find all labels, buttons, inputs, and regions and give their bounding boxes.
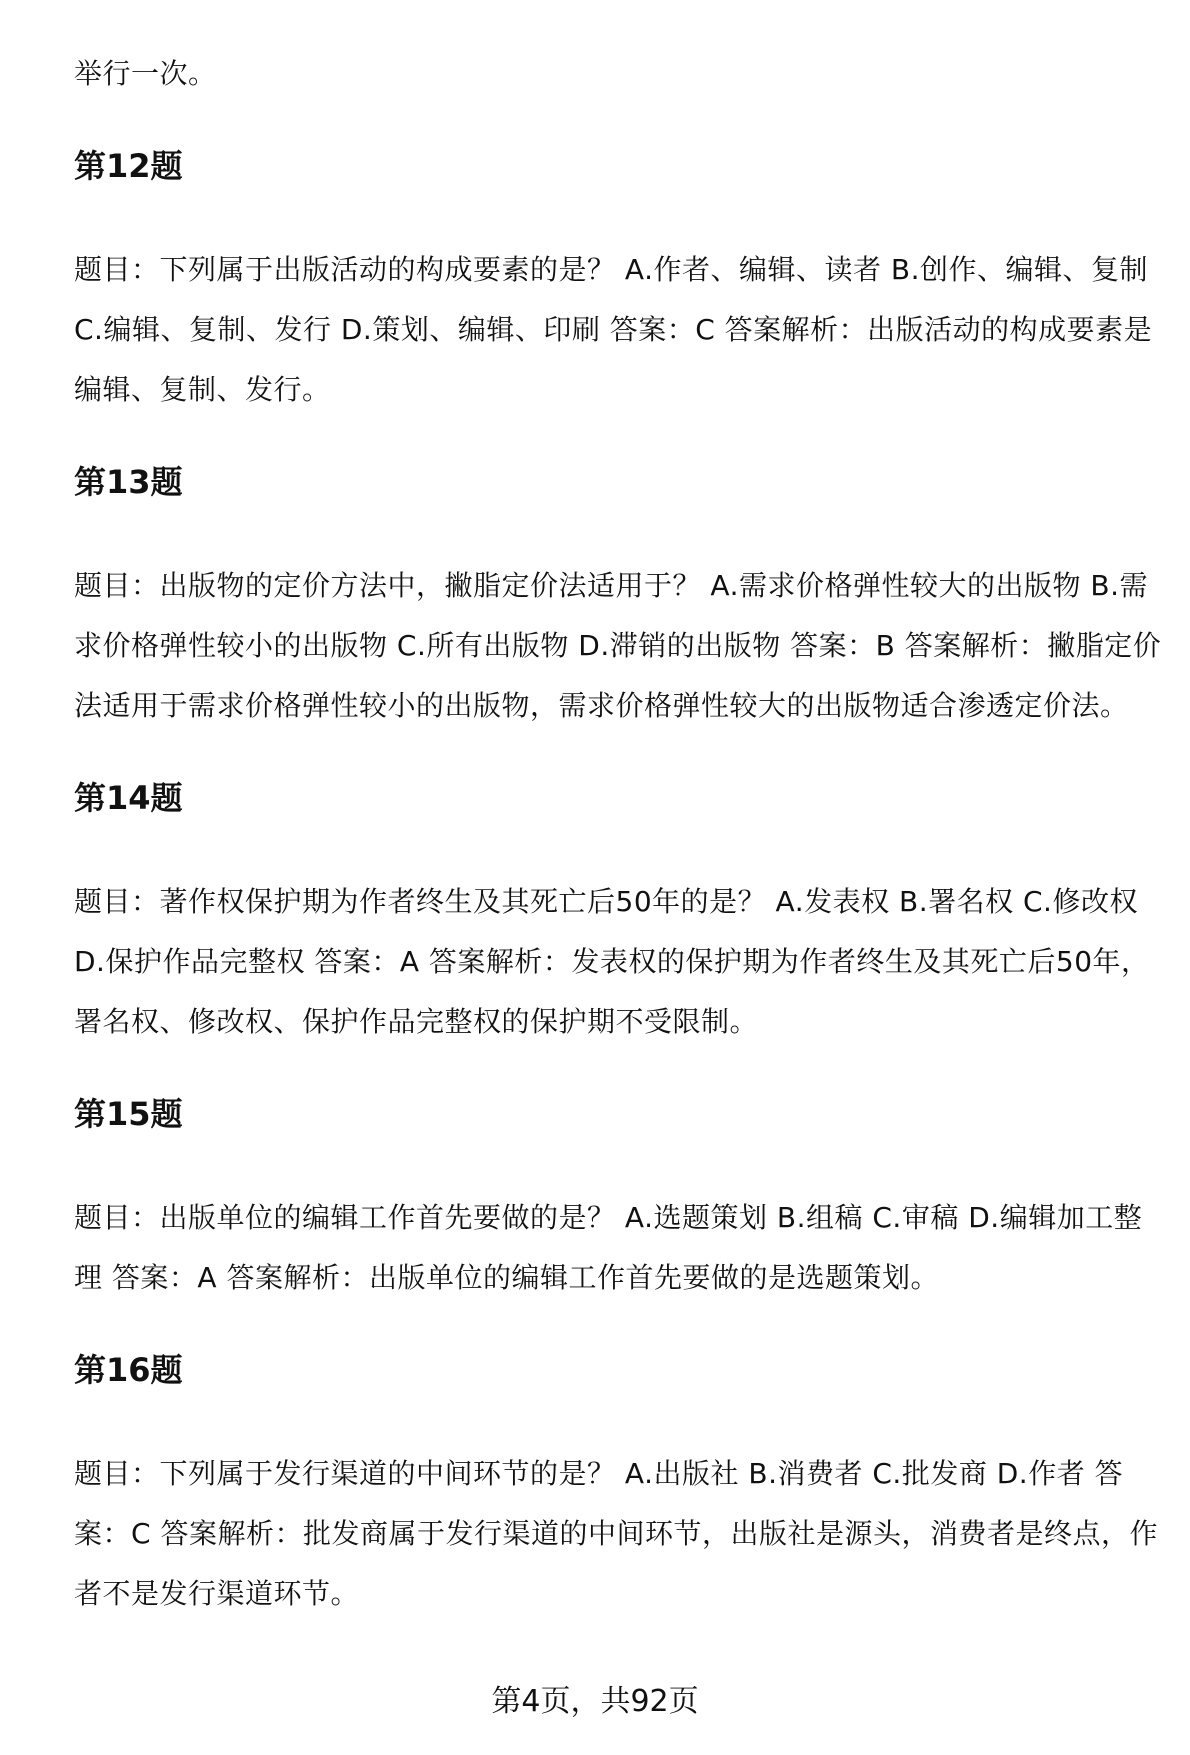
question-title: 第14题 [74,779,183,817]
question-body: 题目：出版单位的编辑工作首先要做的是？ A.选题策划 B.组稿 C.审稿 D.编辑加工整理 答案：A 答案解析：出版单位的编辑工作首先要做的是选题策划。 [74,1201,1143,1294]
question-body: 题目：著作权保护期为作者终生及其死亡后50年的是？ A.发表权 B.署名权 C.修改权 D.保护作品完整权 答案：A 答案解析：发表权的保护期为作者终生及其死亡后50年，署名权、修改权、保护作品完整权的保护期不受限制。 [74,885,1150,1038]
question-title: 第13题 [74,463,183,501]
question-block [74,462,1164,736]
question-body: 题目：下列属于出版活动的构成要素的是？ A.作者、编辑、读者 B.创作、编辑、复制 C.编辑、复制、发行 D.策划、编辑、印刷 答案：C 答案解析：出版活动的构成要素是编辑、复制、发行。 [74,253,1153,406]
question-title: 第16题 [74,1351,183,1389]
question-body: 题目：下列属于发行渠道的中间环节的是？ A.出版社 B.消费者 C.批发商 D.作者 答案：C 答案解析：批发商属于发行渠道的中间环节，出版社是源头，消费者是终点，作者不是发行渠道环节。 [74,1457,1158,1610]
page-content [74,44,1164,1624]
question-block [74,146,1164,420]
question-title: 第15题 [74,1095,183,1133]
question-block [74,1350,1164,1624]
question-title: 第12题 [74,147,183,185]
question-block [74,1094,1164,1308]
page-number-footer: 第4页，共92页 [491,1684,699,1719]
intro-continuation-text: 举行一次。 [74,57,217,90]
question-block [74,778,1164,1052]
question-body: 题目：出版物的定价方法中，撇脂定价法适用于？ A.需求价格弹性较大的出版物 B.需求价格弹性较小的出版物 C.所有出版物 D.滞销的出版物 答案：B 答案解析：撇脂定价法适用于需求价格弹性较小的出版物，需求价格弹性较大的出版物适合渗透定价法。 [74,569,1162,722]
